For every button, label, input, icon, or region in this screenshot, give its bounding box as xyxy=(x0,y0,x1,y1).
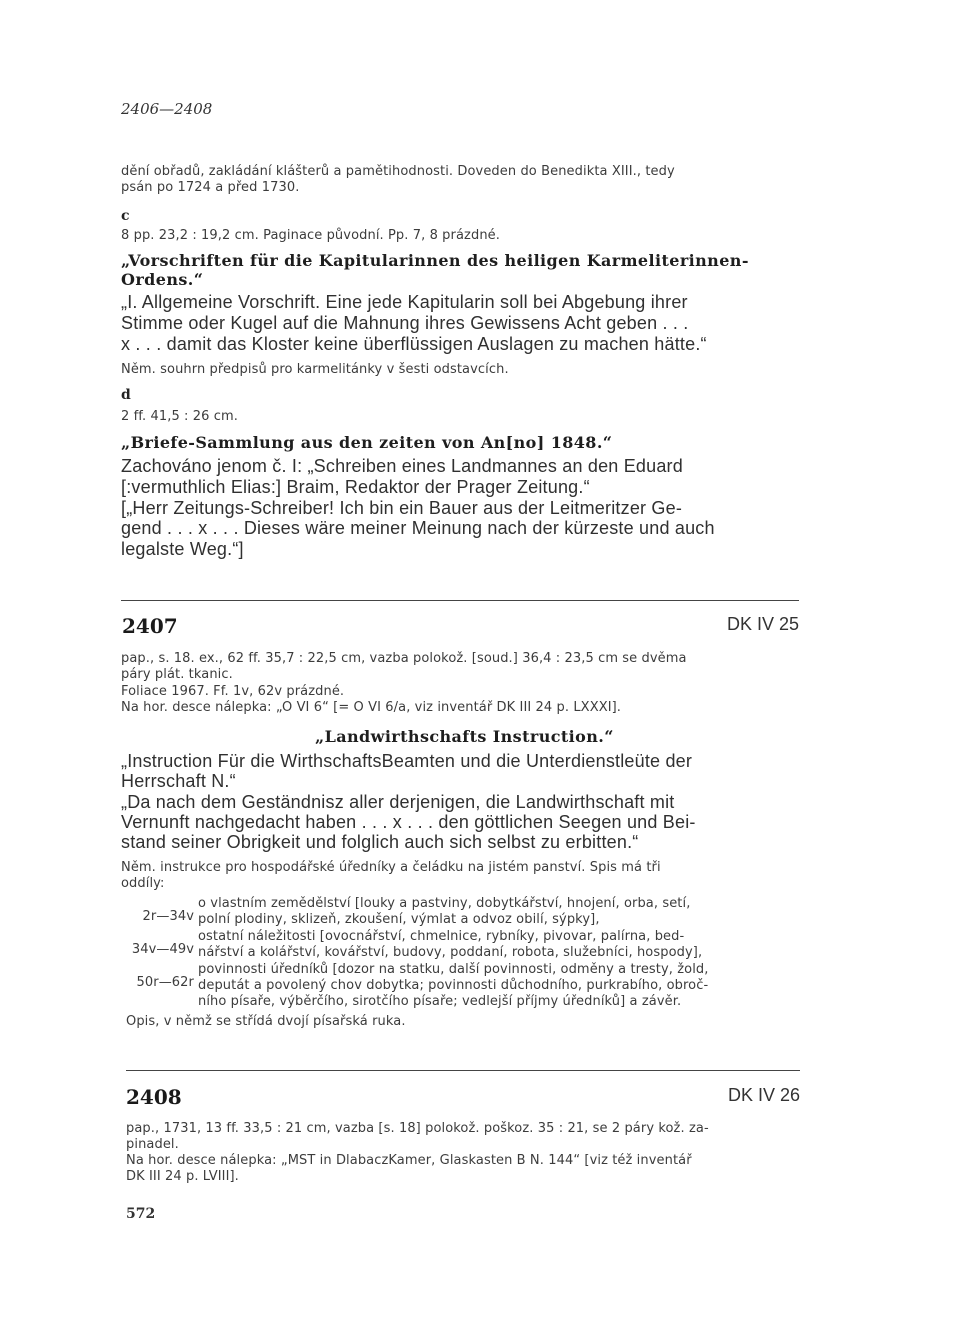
entry-signature: DK IV 26 xyxy=(727,1085,800,1105)
continuation-line: psán po 1724 a před 1730. xyxy=(121,180,300,195)
entry-description: DK III 24 p. LVIII]. xyxy=(126,1169,239,1184)
part-c-title: „Vorschriften für die Kapitularinnen des heiligen Karmeliterinnen- xyxy=(121,251,749,270)
part-c-text: Stimme oder Kugel auf die Mahnung ihres Gewissens Acht geben . . . xyxy=(121,313,689,333)
part-d-title: „Briefe-Sammlung aus den zeiten von An[no] 1848.“ xyxy=(121,433,613,452)
entry-title: „Landwirthschafts Instruction.“ xyxy=(315,727,614,746)
part-c-description: 8 pp. 23,2 : 19,2 cm. Paginace původní. Pp. 7, 8 prázdné. xyxy=(121,228,500,243)
entry-description: páry plát. tkanic. xyxy=(121,667,233,682)
section-text: ostatní náležitosti [ovocnářství, chmelnice, rybníky, pivovar, palírna, bed- xyxy=(198,929,685,944)
section-text: ního písaře, výběrčího, sirotčího písaře; vedlejší příjmy úředníků] a závěr. xyxy=(198,994,682,1009)
entry-divider xyxy=(126,1070,800,1071)
entry-text: Vernunft nachgedacht haben . . . x . . . den göttlichen Seegen und Bei- xyxy=(121,812,696,832)
continuation-line: dění obřadů, zakládání klášterů a pamětihodnosti. Doveden do Benedikta XIII., tedy xyxy=(121,164,675,179)
part-d-text: legalste Weg.“] xyxy=(121,539,244,559)
entry-description: Na hor. desce nálepka: „MST in DlabaczKamer, Glaskasten B N. 144“ [viz též inventář xyxy=(126,1153,692,1168)
part-d-description: 2 ff. 41,5 : 26 cm. xyxy=(121,409,238,424)
part-c-text: „I. Allgemeine Vorschrift. Eine jede Kapitularin soll bei Abgebung ihrer xyxy=(121,292,688,312)
entry-text: „Instruction Für die WirthschaftsBeamten und die Unterdienstleüte der xyxy=(121,751,693,771)
entry-number: 2407 xyxy=(122,614,178,638)
part-d-text: Zachováno jenom č. I: „Schreiben eines Landmannes an den Eduard xyxy=(121,456,683,476)
entry-text: „Da nach dem Geständnisz aller derjenigen, die Landwirthschaft mit xyxy=(121,792,675,812)
entry-signature: DK IV 25 xyxy=(726,614,799,634)
entry-note: Něm. instrukce pro hospodářské úředníky a čeládku na jistém panství. Spis má tři xyxy=(121,860,661,875)
section-text: nářství a kolářství, kovářství, budovy, poddaní, robota, služebníci, hospody], xyxy=(198,945,703,960)
section-text: povinnosti úředníků [dozor na statku, další povinnosti, odměny a tresty, žold, xyxy=(198,962,709,977)
part-c-title: Ordens.“ xyxy=(121,270,204,289)
entry-closing: Opis, v němž se střídá dvojí písařská ruka. xyxy=(126,1014,406,1029)
entry-number: 2408 xyxy=(126,1085,182,1109)
entry-text: Herrschaft N.“ xyxy=(121,771,236,791)
section-text: polní plodiny, sklizeň, zkoušení, výmlat a odvoz obilí, sýpky], xyxy=(198,912,600,927)
entry-description: pinadel. xyxy=(126,1137,179,1152)
page-number: 572 xyxy=(126,1206,156,1222)
part-letter-c: c xyxy=(121,208,130,224)
entry-description: Na hor. desce nálepka: „O VI 6“ [= O VI 6/a, viz inventář DK III 24 p. LXXXI]. xyxy=(121,700,622,715)
entry-description: Foliace 1967. Ff. 1v, 62v prázdné. xyxy=(121,684,345,699)
section-range: 2r—34v xyxy=(142,909,194,924)
part-d-text: [„Herr Zeitungs-Schreiber! Ich bin ein Bauer aus der Leitmeritzer Ge- xyxy=(121,498,683,518)
section-range: 34v—49v xyxy=(131,942,194,957)
section-range: 50r—62r xyxy=(136,975,194,990)
section-text: deputát a povolený chov dobytka; povinnosti důchodního, purkrabího, obroč- xyxy=(198,978,709,993)
entry-divider xyxy=(121,600,799,601)
part-d-text: gend . . . x . . . Dieses wäre meiner Meinung nach der kürzeste und auch xyxy=(121,518,715,538)
part-c-text: x . . . damit das Kloster keine überflüssigen Auslagen zu machen hätte.“ xyxy=(121,334,707,354)
entry-text: stand seiner Obrigkeit und folglich auch sich selbst zu erbitten.“ xyxy=(121,832,639,852)
entry-description: pap., s. 18. ex., 62 ff. 35,7 : 22,5 cm, vazba polokož. [soud.] 36,4 : 23,5 cm se dvěma xyxy=(121,651,687,666)
section-text: o vlastním zemědělství [louky a pastviny, dobytkářství, hnojení, orba, setí, xyxy=(198,896,691,911)
part-d-text: [:vermuthlich Elias:] Braim, Redaktor der Prager Zeitung.“ xyxy=(121,477,590,497)
part-c-note: Něm. souhrn předpisů pro karmelitánky v šesti odstavcích. xyxy=(121,362,509,377)
part-letter-d: d xyxy=(121,387,131,403)
entry-note: oddíly: xyxy=(121,876,165,891)
running-header: 2406—2408 xyxy=(121,100,213,118)
entry-description: pap., 1731, 13 ff. 33,5 : 21 cm, vazba [s. 18] polokož. poškoz. 35 : 21, se 2 páry kož. za- xyxy=(126,1121,709,1136)
